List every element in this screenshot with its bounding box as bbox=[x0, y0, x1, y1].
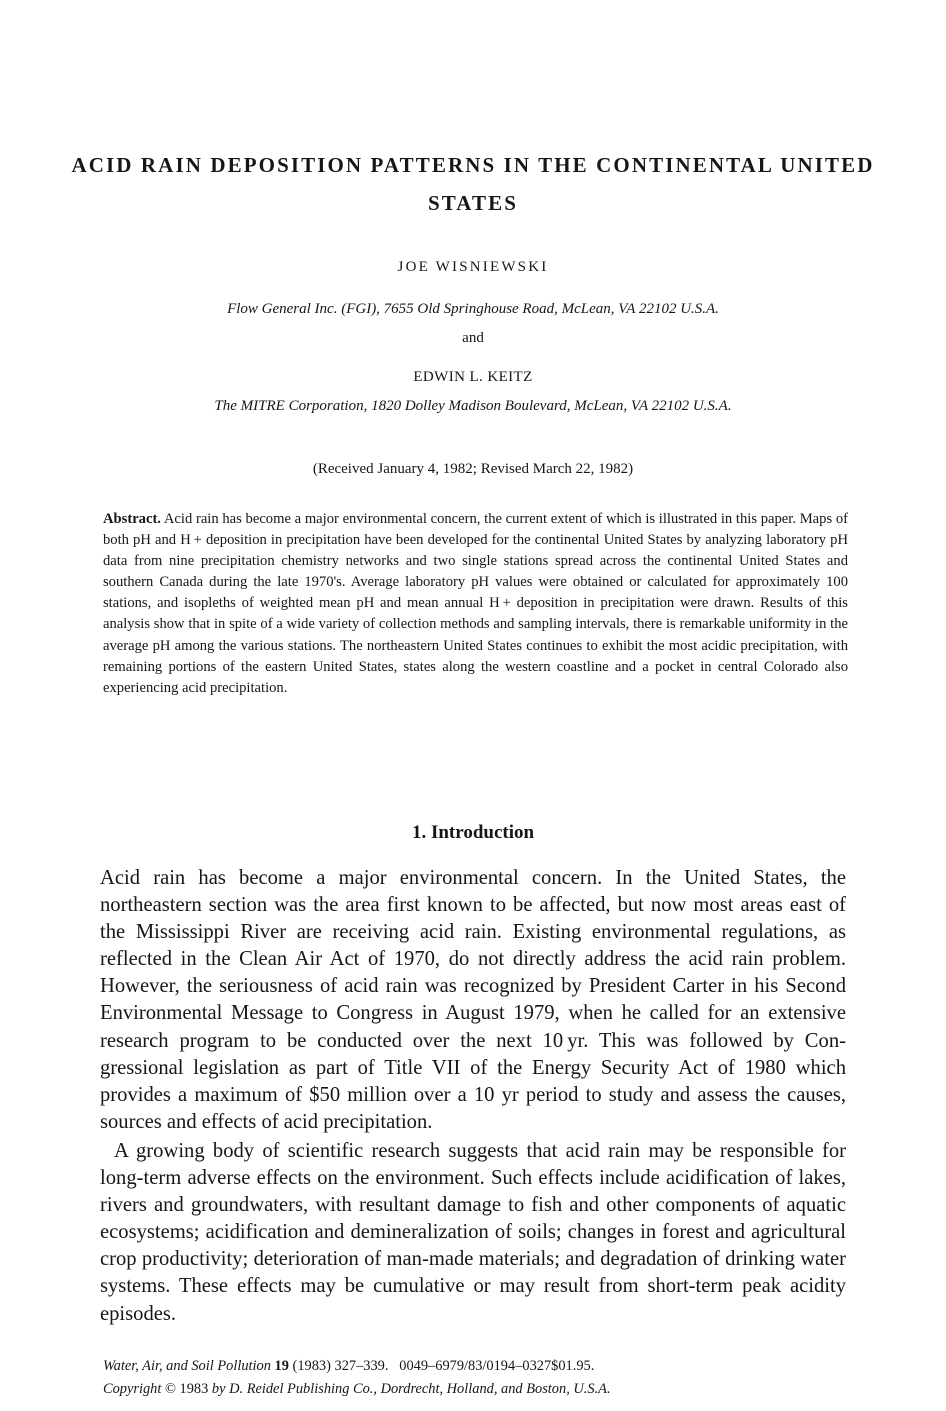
journal-volume: 19 bbox=[274, 1358, 289, 1374]
author-name-1: JOE WISNIEWSKI bbox=[397, 259, 549, 275]
author-affiliation-2: The MITRE Corporation, 1820 Dolley Madison Boulevard, McLean, VA 22102 U.S.A. bbox=[214, 398, 732, 414]
body-paragraph-1: Acid rain has become a major environmental concern. In the United States, the northeastern section was the area first known to be affected, but now most areas east of the Mississippi River are receiving acid rain. Existing environmental regulations, as reflected in the Clean Air Act of 1970, do not directly address the acid rain problem. However, the seriousness of acid rain was recognized by President Carter in his Second Environmental Message to Congress in August 1979, when he called for an extensive research program to be conducted over the next 10 yr. This was followed by Congressional legislation as part of Title VII of the Energy Security Act of 1980 which provides a maximum of $50 million over a 10 yr period to study and assess the causes, sources and effects of acid precipitation. bbox=[100, 867, 846, 1133]
abstract-label: Abstract. bbox=[103, 511, 161, 527]
journal-pages: (1983) 327–339. bbox=[292, 1358, 389, 1374]
received-dates: (Received January 4, 1982; Revised March 22, 1982) bbox=[312, 461, 634, 477]
journal-code: 0049–6979/83/0194–0327$01.95. bbox=[399, 1358, 595, 1374]
body-paragraph-2: A growing body of scientific research suggests that acid rain may be responsible for long-term adverse effects on the environment. Such effects include acidification of lakes, rivers and groundwaters, with resultant damage to fish and other components of aquatic ecosystems; acidification and demineralization of soils; changes in forest and agricultural crop productivity; deterioration of man-made materials; and degradation of drinking water systems. These effects may be cumulative or may result from short-term peak acidity episodes. bbox=[100, 1140, 846, 1325]
section-heading: 1. Introduction bbox=[411, 822, 535, 843]
footer-citation bbox=[103, 1358, 883, 1375]
paper-title: ACID RAIN DEPOSITION PATTERNS IN THE CONTINENTAL UNITED STATES bbox=[71, 153, 875, 215]
author-affiliation-1: Flow General Inc. (FGI), 7655 Old Springhouse Road, McLean, VA 22102 U.S.A. bbox=[227, 301, 719, 317]
author-separator: and bbox=[462, 330, 484, 346]
abstract bbox=[103, 509, 848, 699]
copyright-label: Copyright bbox=[103, 1381, 162, 1397]
journal-name: Water, Air, and Soil Pollution bbox=[103, 1358, 271, 1374]
abstract-text: Acid rain has become a major environmental concern, the current extent of which is illustrated in this paper. Maps of both pH and H + deposition in precipitation have been developed for the continental United States by analyzing laboratory pH data from nine precipitation chemistry networks and two single stations spread across the continental United States and southern Canada during the late 1970's. Average laboratory pH values were obtained or calculated for approximately 100 stations, and isopleths of weighted mean pH and mean annual H + deposition in precipitation were drawn. Results of this analysis show that in spite of a wide variety of collection methods and sampling intervals, there is remarkable uniformity in the average pH among the various stations. The northeastern United States continues to exhibit the most acidic precipitation, with remaining portions of the eastern United States, states along the western coastline and a pocket in central Colorado also experiencing acid precipitation. bbox=[103, 511, 849, 696]
copyright-year: 1983 bbox=[179, 1381, 209, 1397]
author-name-2: EDWIN L. KEITZ bbox=[413, 369, 533, 385]
copyright-symbol: © bbox=[164, 1381, 176, 1397]
footer-copyright bbox=[103, 1381, 883, 1398]
copyright-text: by D. Reidel Publishing Co., Dordrecht, Holland, and Boston, U.S.A. bbox=[211, 1381, 611, 1397]
